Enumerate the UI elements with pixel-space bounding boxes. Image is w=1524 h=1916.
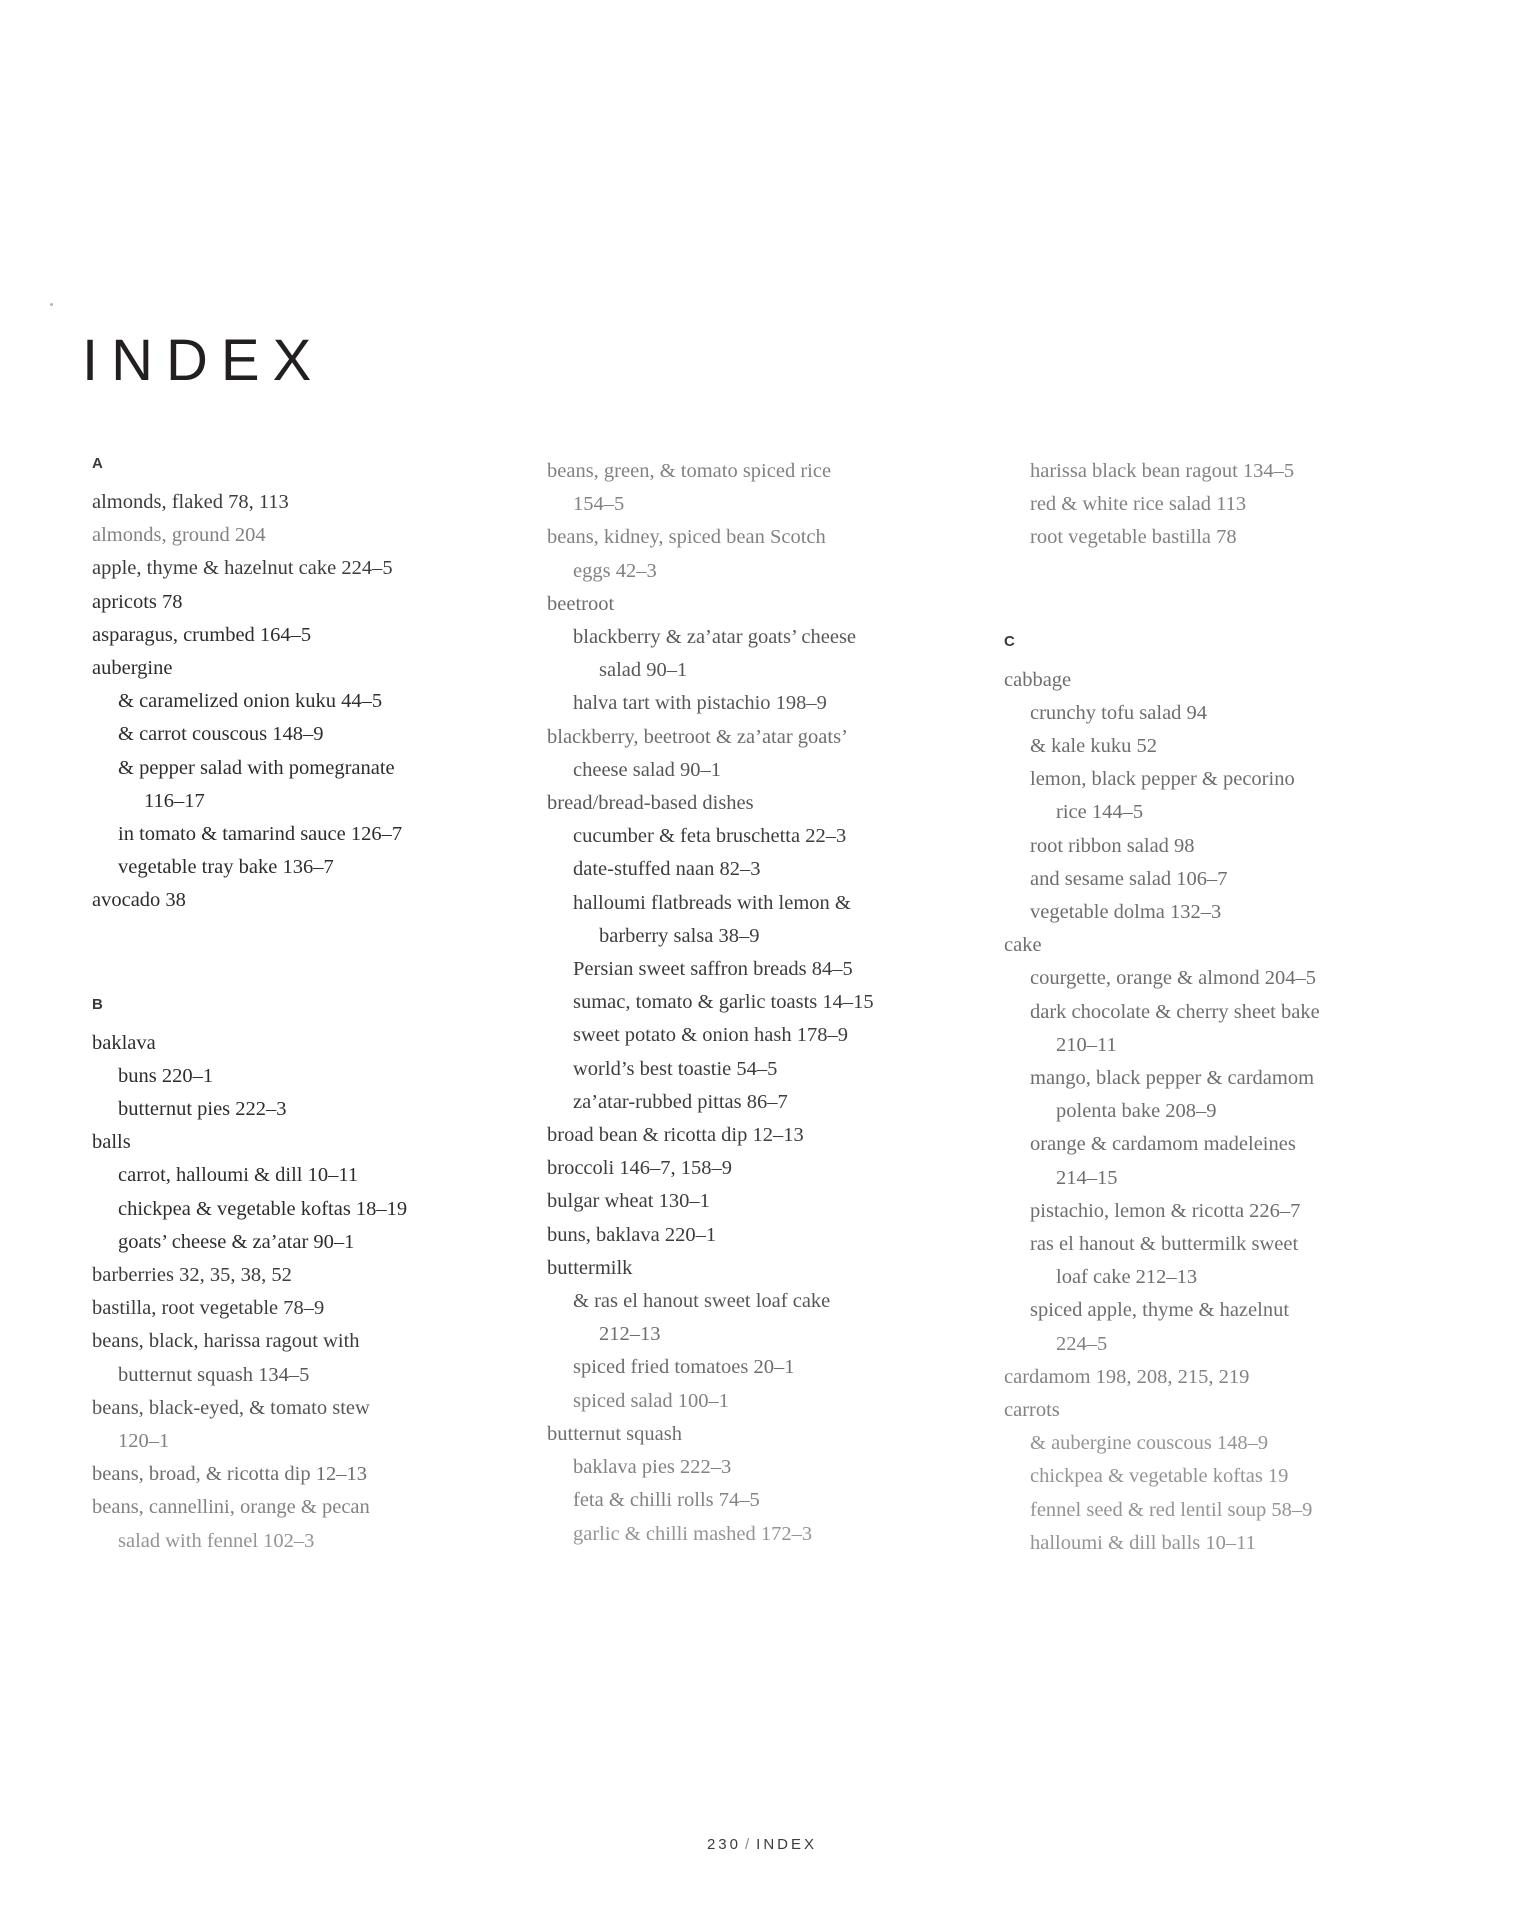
index-subentry: feta & chilli rolls 74–5 <box>573 1489 760 1512</box>
index-subentry: za’atar-rubbed pittas 86–7 <box>573 1090 788 1113</box>
page-footer <box>0 1836 1524 1853</box>
index-subentry: & caramelized onion kuku 44–5 <box>118 690 383 713</box>
index-subentry-cont: 116–17 <box>144 789 205 812</box>
index-entry-cont: eggs 42–3 <box>573 559 657 582</box>
index-entry: balls <box>92 1131 131 1154</box>
index-subentry: dark chocolate & cherry sheet bake <box>1030 1000 1320 1023</box>
footer-separator: / <box>745 1836 753 1853</box>
index-subentry: date-stuffed naan 82–3 <box>573 858 761 881</box>
index-subentry-cont: 214–15 <box>1056 1166 1118 1189</box>
index-entry: butternut squash <box>547 1422 682 1445</box>
index-subentry: buns 220–1 <box>118 1064 214 1087</box>
index-column-3 <box>998 455 1451 1560</box>
index-subentry: chickpea & vegetable koftas 18–19 <box>118 1197 408 1220</box>
index-entry: broad bean & ricotta dip 12–13 <box>547 1124 804 1147</box>
index-subentry: pistachio, lemon & ricotta 226–7 <box>1030 1199 1301 1222</box>
index-column-2 <box>545 455 998 1560</box>
index-subentry: fennel seed & red lentil soup 58–9 <box>1030 1498 1313 1521</box>
index-entry: apple, thyme & hazelnut cake 224–5 <box>92 557 393 580</box>
index-subentry: halloumi & dill balls 10–11 <box>1030 1531 1256 1554</box>
index-entry: beans, broad, & ricotta dip 12–13 <box>92 1463 367 1486</box>
index-entry: buttermilk <box>547 1256 633 1279</box>
index-subentry: root vegetable bastilla 78 <box>1030 526 1237 549</box>
index-subentry: and sesame salad 106–7 <box>1030 867 1228 890</box>
index-entry: bastilla, root vegetable 78–9 <box>92 1297 325 1320</box>
index-section-b <box>92 996 535 1558</box>
index-subentry: butternut pies 222–3 <box>118 1098 287 1121</box>
index-subentry-cont: 212–13 <box>599 1323 661 1346</box>
page-speck <box>50 303 53 306</box>
index-entry: beans, black-eyed, & tomato stew <box>92 1396 370 1419</box>
index-entry: baklava <box>92 1031 156 1054</box>
index-entry: almonds, ground 204 <box>92 524 266 547</box>
index-entry: cabbage <box>1004 668 1072 691</box>
index-entry: beetroot <box>547 592 615 615</box>
footer-page-number: 230 <box>706 1836 741 1853</box>
footer-label: INDEX <box>756 1836 818 1853</box>
index-subentry: Persian sweet saffron breads 84–5 <box>573 958 853 981</box>
index-subentry: chickpea & vegetable koftas 19 <box>1030 1465 1289 1488</box>
index-subentry: goats’ cheese & za’atar 90–1 <box>118 1230 355 1253</box>
index-subentry: harissa black bean ragout 134–5 <box>1030 460 1295 482</box>
index-section-b-cont <box>547 455 988 1551</box>
index-entry: cardamom 198, 208, 215, 219 <box>1004 1365 1250 1388</box>
index-subentry: cucumber & feta bruschetta 22–3 <box>573 825 847 848</box>
index-entry: broccoli 146–7, 158–9 <box>547 1157 733 1180</box>
index-subentry: garlic & chilli mashed 172–3 <box>573 1522 813 1545</box>
index-subentry: vegetable tray bake 136–7 <box>118 856 334 879</box>
index-entry: beans, kidney, spiced bean Scotch <box>547 526 826 549</box>
index-entry: barberries 32, 35, 38, 52 <box>92 1264 292 1287</box>
index-entry-cont: cheese salad 90–1 <box>573 758 721 781</box>
index-entry: almonds, flaked 78, 113 <box>92 491 289 513</box>
index-entry: asparagus, crumbed 164–5 <box>92 623 312 646</box>
index-subentry: crunchy tofu salad 94 <box>1030 701 1208 724</box>
index-section-b-tail <box>1004 455 1441 555</box>
index-subentry: red & white rice salad 113 <box>1030 493 1247 516</box>
index-subentry-cont: rice 144–5 <box>1056 801 1144 824</box>
index-subentry: & kale kuku 52 <box>1030 735 1157 758</box>
index-subentry-cont: barberry salsa 38–9 <box>599 924 760 947</box>
index-subentry-cont: 224–5 <box>1056 1332 1108 1355</box>
index-section-a <box>92 455 535 918</box>
index-subentry: lemon, black pepper & pecorino <box>1030 768 1295 791</box>
index-entry: aubergine <box>92 657 173 680</box>
index-entry-cont: butternut squash 134–5 <box>118 1363 310 1386</box>
index-column-1 <box>92 455 545 1560</box>
index-subentry: sumac, tomato & garlic toasts 14–15 <box>573 991 874 1014</box>
index-subentry: baklava pies 222–3 <box>573 1456 732 1479</box>
index-subentry-cont: 210–11 <box>1056 1033 1117 1056</box>
index-subentry: sweet potato & onion hash 178–9 <box>573 1024 849 1047</box>
index-subentry: in tomato & tamarind sauce 126–7 <box>118 823 403 846</box>
index-subentry: carrot, halloumi & dill 10–11 <box>118 1164 359 1187</box>
index-subentry: spiced fried tomatoes 20–1 <box>573 1356 795 1379</box>
index-subentry: spiced salad 100–1 <box>573 1389 729 1412</box>
index-entry: carrots <box>1004 1399 1060 1422</box>
index-subentry: courgette, orange & almond 204–5 <box>1030 967 1316 990</box>
index-columns <box>92 455 1452 1560</box>
index-subentry: & pepper salad with pomegranate <box>118 756 395 779</box>
index-entry: beans, cannellini, orange & pecan <box>92 1496 370 1519</box>
index-entry: beans, green, & tomato spiced rice <box>547 460 832 482</box>
index-subentry: ras el hanout & buttermilk sweet <box>1030 1233 1299 1256</box>
index-entry-cont: 120–1 <box>118 1430 170 1453</box>
index-entry-cont: salad with fennel 102–3 <box>118 1529 315 1552</box>
index-entry: buns, baklava 220–1 <box>547 1223 717 1246</box>
index-subentry: blackberry & za’atar goats’ cheese <box>573 626 857 649</box>
index-subentry: orange & cardamom madeleines <box>1030 1133 1296 1156</box>
index-entry: blackberry, beetroot & za’atar goats’ <box>547 725 848 748</box>
index-entry: cake <box>1004 934 1042 957</box>
index-section-c <box>1004 633 1441 1560</box>
index-subentry: vegetable dolma 132–3 <box>1030 901 1222 924</box>
index-entry: avocado 38 <box>92 889 186 912</box>
index-subentry-cont: loaf cake 212–13 <box>1056 1266 1198 1289</box>
index-subentry: root ribbon salad 98 <box>1030 834 1195 857</box>
index-entry: apricots 78 <box>92 590 183 613</box>
index-subentry: world’s best toastie 54–5 <box>573 1057 778 1080</box>
index-entry: bulgar wheat 130–1 <box>547 1190 710 1213</box>
index-entry-cont: 154–5 <box>573 493 625 516</box>
index-entry: bread/bread-based dishes <box>547 792 754 815</box>
section-letter-b: B <box>92 995 104 1013</box>
page-title: INDEX <box>82 327 325 393</box>
index-subentry: halva tart with pistachio 198–9 <box>573 692 827 715</box>
index-subentry: halloumi flatbreads with lemon & <box>573 891 851 914</box>
index-subentry: & aubergine couscous 148–9 <box>1030 1432 1269 1455</box>
index-subentry-cont: salad 90–1 <box>599 659 688 682</box>
index-subentry: & carrot couscous 148–9 <box>118 723 324 746</box>
index-subentry: mango, black pepper & cardamom <box>1030 1067 1315 1090</box>
index-subentry: & ras el hanout sweet loaf cake <box>573 1290 831 1313</box>
index-entry: beans, black, harissa ragout with <box>92 1330 360 1353</box>
section-letter-c: C <box>1004 632 1016 650</box>
section-letter-a: A <box>92 455 104 472</box>
index-subentry-cont: polenta bake 208–9 <box>1056 1100 1217 1123</box>
index-subentry: spiced apple, thyme & hazelnut <box>1030 1299 1290 1322</box>
